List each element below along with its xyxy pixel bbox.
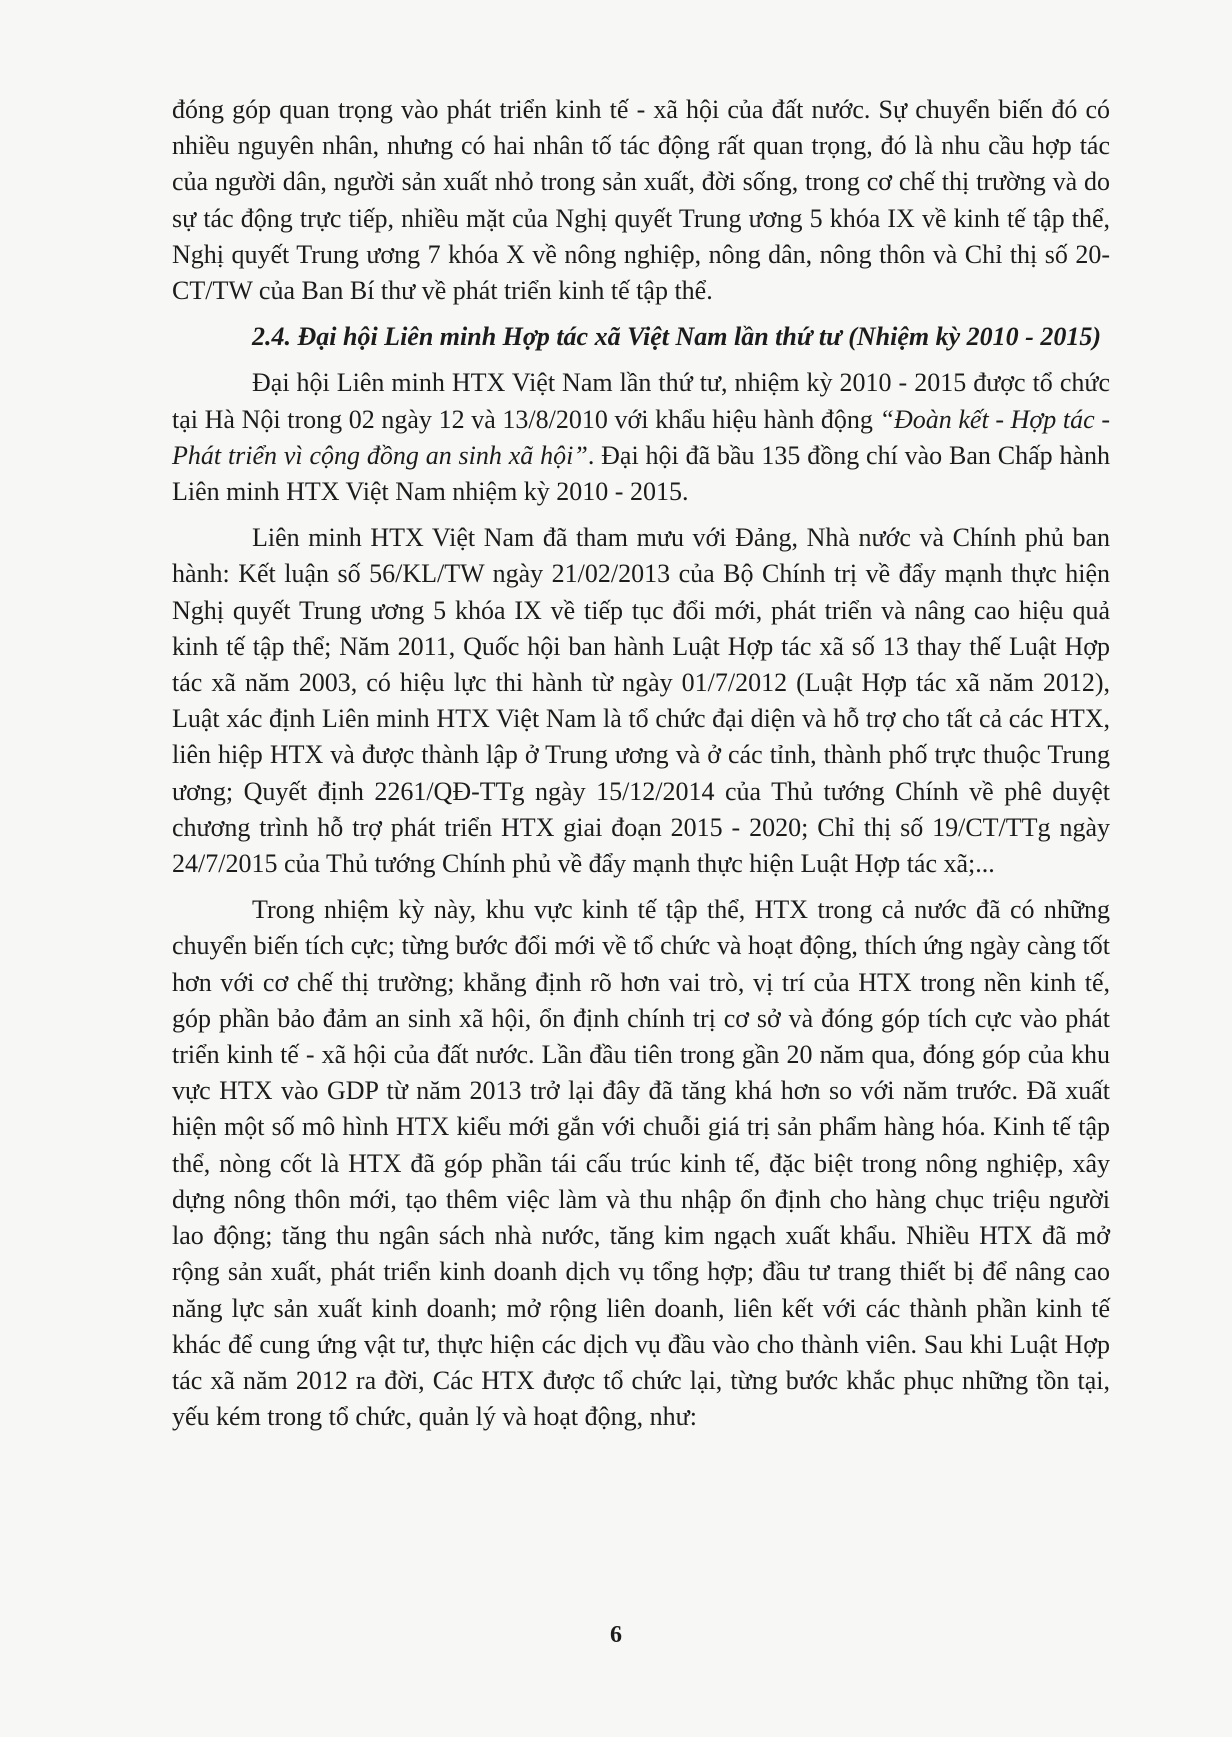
paragraph-2-text-before: Đại hội Liên minh HTX Việt Nam lần thứ tư, nhiệm kỳ 2010 - 2015 được tổ chức tại Hà Nội trong 02 ngày 12 và 13/8/2010 với khẩu hiệu hành động xyxy=(172,368,1110,434)
paragraph-2-text-after: . Đại hội đã bầu 135 đồng chí vào Ban Chấp hành Liên minh HTX Việt Nam nhiệm kỳ 2010 - 2015. xyxy=(172,440,1110,507)
section-heading: 2.4. Đại hội Liên minh Hợp tác xã Việt Nam lần thứ tư (Nhiệm kỳ 2010 - 2015) xyxy=(252,322,1101,352)
paragraph-2-slogan: “Đoàn kết - Hợp tác - Phát triển vì cộng đồng an sinh xã hội” xyxy=(172,404,1110,470)
document-page xyxy=(172,92,1110,1435)
page-number: 6 xyxy=(610,1622,622,1648)
paragraph-1: đóng góp quan trọng vào phát triển kinh tế - xã hội của đất nước. Sự chuyển biến đó có nhiều nguyên nhân, nhưng có hai nhân tố tác động rất quan trọng, đó là nhu cầu hợp tác của người dân, người sản xuất nhỏ trong sản xuất, đời sống, trong cơ chế thị trường và do sự tác động trực tiếp, nhiều mặt của Nghị quyết Trung ương 5 khóa IX về kinh tế tập thể, Nghị quyết Trung ương 7 khóa X về nông nghiệp, nông dân, nông thôn và Chỉ thị số 20-CT/TW của Ban Bí thư về phát triển kinh tế tập thể. xyxy=(172,95,1110,306)
paragraph-3: Liên minh HTX Việt Nam đã tham mưu với Đảng, Nhà nước và Chính phủ ban hành: Kết luận số 56/KL/TW ngày 21/02/2013 của Bộ Chính trị về đẩy mạnh thực hiện Nghị quyết Trung ương 5 khóa IX về tiếp tục đổi mới, phát triển và nâng cao hiệu quả kinh tế tập thể; Năm 2011, Quốc hội ban hành Luật Hợp tác xã số 13 thay thế Luật Hợp tác xã năm 2003, có hiệu lực thi hành từ ngày 01/7/2012 (Luật Hợp tác xã năm 2012), Luật xác định Liên minh HTX Việt Nam là tổ chức đại diện và hỗ trợ cho tất cả các HTX, liên hiệp HTX và được thành lập ở Trung ương và ở các tỉnh, thành phố trực thuộc Trung ương; Quyết định 2261/QĐ-TTg ngày 15/12/2014 của Thủ tướng Chính về phê duyệt chương trình hỗ trợ phát triển HTX giai đoạn 2015 - 2020; Chỉ thị số 19/CT/TTg ngày 24/7/2015 của Thủ tướng Chính phủ về đẩy mạnh thực hiện Luật Hợp tác xã;... xyxy=(172,523,1110,879)
paragraph-2 xyxy=(172,365,1110,510)
paragraph-4: Trong nhiệm kỳ này, khu vực kinh tế tập thể, HTX trong cả nước đã có những chuyển biến tích cực; từng bước đổi mới về tổ chức và hoạt động, thích ứng ngày càng tốt hơn với cơ chế thị trường; khẳng định rõ hơn vai trò, vị trí của HTX trong nền kinh tế, góp phần bảo đảm an sinh xã hội, ổn định chính trị cơ sở và đóng góp tích cực vào phát triển kinh tế - xã hội của đất nước. Lần đầu tiên trong gần 20 năm qua, đóng góp của khu vực HTX vào GDP từ năm 2013 trở lại đây đã tăng khá hơn so với năm trước. Đã xuất hiện một số mô hình HTX kiểu mới gắn với chuỗi giá trị sản phẩm hàng hóa. Kinh tế tập thể, nòng cốt là HTX đã góp phần tái cấu trúc kinh tế, đặc biệt trong nông nghiệp, xây dựng nông thôn mới, tạo thêm việc làm và thu nhập ổn định cho hàng chục triệu người lao động; tăng thu ngân sách nhà nước, tăng kim ngạch xuất khẩu. Nhiều HTX đã mở rộng sản xuất, phát triển kinh doanh dịch vụ tổng hợp; đầu tư trang thiết bị để nâng cao năng lực sản xuất kinh doanh; mở rộng liên doanh, liên kết với các thành phần kinh tế khác để cung ứng vật tư, thực hiện các dịch vụ đầu vào cho thành viên. Sau khi Luật Hợp tác xã năm 2012 ra đời, Các HTX được tổ chức lại, từng bước khắc phục những tồn tại, yếu kém trong tổ chức, quản lý và hoạt động, như: xyxy=(172,895,1110,1432)
